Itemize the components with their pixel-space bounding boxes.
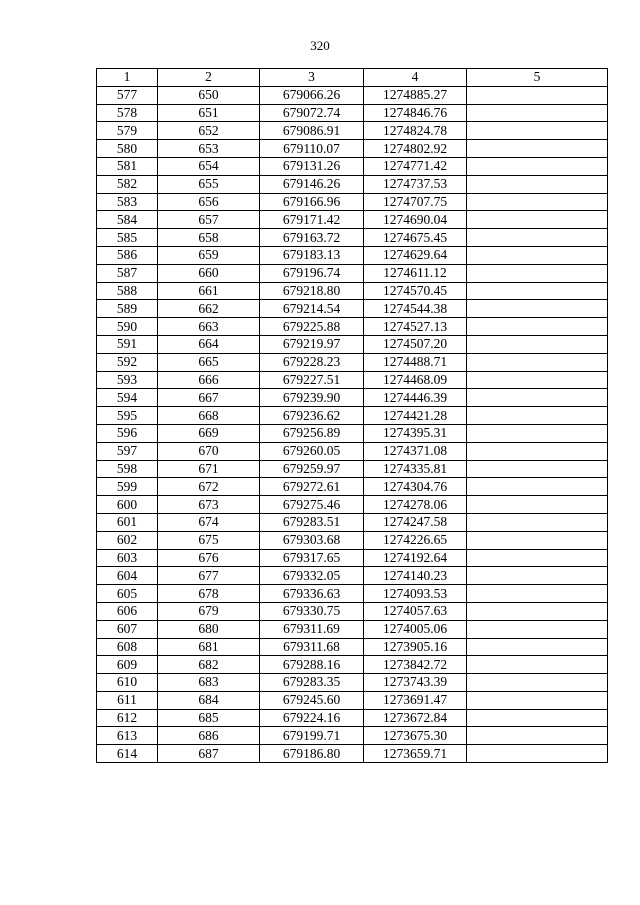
table-cell: 679227.51 (260, 371, 364, 389)
table-cell: 679303.68 (260, 531, 364, 549)
table-cell: 679330.75 (260, 602, 364, 620)
table-cell: 583 (97, 193, 158, 211)
table-cell: 685 (158, 709, 260, 727)
table-cell: 676 (158, 549, 260, 567)
table-cell: 656 (158, 193, 260, 211)
table-cell: 578 (97, 104, 158, 122)
table-cell: 1274737.53 (364, 175, 467, 193)
table-cell: 591 (97, 335, 158, 353)
table-cell: 609 (97, 656, 158, 674)
table-cell: 663 (158, 318, 260, 336)
table-cell: 580 (97, 140, 158, 158)
table-cell (467, 246, 608, 264)
table-cell: 1274629.64 (364, 246, 467, 264)
table-cell: 660 (158, 264, 260, 282)
table-cell: 665 (158, 353, 260, 371)
table-cell: 679214.54 (260, 300, 364, 318)
table-cell: 679086.91 (260, 122, 364, 140)
column-header: 3 (260, 69, 364, 87)
table-cell: 661 (158, 282, 260, 300)
table-row (97, 300, 608, 318)
column-header: 2 (158, 69, 260, 87)
table-cell: 610 (97, 674, 158, 692)
table-cell: 1273743.39 (364, 674, 467, 692)
table-cell: 679275.46 (260, 496, 364, 514)
table-row (97, 513, 608, 531)
table-cell: 667 (158, 389, 260, 407)
table-cell: 604 (97, 567, 158, 585)
table-cell (467, 300, 608, 318)
table-cell (467, 371, 608, 389)
table-body (97, 86, 608, 762)
table-cell: 589 (97, 300, 158, 318)
table-cell (467, 513, 608, 531)
table-cell (467, 86, 608, 104)
table-cell: 684 (158, 691, 260, 709)
table-cell: 671 (158, 460, 260, 478)
table-cell: 679259.97 (260, 460, 364, 478)
table-cell: 1274304.76 (364, 478, 467, 496)
table-cell (467, 264, 608, 282)
table-cell (467, 140, 608, 158)
table-row (97, 157, 608, 175)
table-cell: 1274468.09 (364, 371, 467, 389)
table-cell (467, 104, 608, 122)
table-cell: 1274488.71 (364, 353, 467, 371)
coordinates-table (96, 68, 608, 763)
table-row (97, 727, 608, 745)
table-cell (467, 691, 608, 709)
table-row (97, 211, 608, 229)
table-cell: 588 (97, 282, 158, 300)
table-cell (467, 585, 608, 603)
table-cell: 679260.05 (260, 442, 364, 460)
table-cell: 1274611.12 (364, 264, 467, 282)
table-cell: 1274824.78 (364, 122, 467, 140)
table-cell: 679183.13 (260, 246, 364, 264)
table-row (97, 371, 608, 389)
table-cell (467, 656, 608, 674)
table-cell: 606 (97, 602, 158, 620)
table-cell: 1273659.71 (364, 745, 467, 763)
table-cell: 679 (158, 602, 260, 620)
table-cell: 655 (158, 175, 260, 193)
table-cell (467, 709, 608, 727)
table-cell: 601 (97, 513, 158, 531)
table-cell (467, 229, 608, 247)
table-cell: 659 (158, 246, 260, 264)
table-cell: 586 (97, 246, 158, 264)
table-cell: 1274421.28 (364, 407, 467, 425)
table-row (97, 318, 608, 336)
table-cell (467, 478, 608, 496)
table-cell: 666 (158, 371, 260, 389)
table-cell: 1273905.16 (364, 638, 467, 656)
table-row (97, 264, 608, 282)
table-row (97, 122, 608, 140)
table-cell (467, 531, 608, 549)
table-row (97, 353, 608, 371)
table-cell: 1274395.31 (364, 424, 467, 442)
table-row (97, 549, 608, 567)
table-cell: 1274371.08 (364, 442, 467, 460)
column-header: 5 (467, 69, 608, 87)
table-row (97, 140, 608, 158)
table-cell: 585 (97, 229, 158, 247)
table-row (97, 407, 608, 425)
table-cell (467, 211, 608, 229)
table-cell: 597 (97, 442, 158, 460)
table-cell: 672 (158, 478, 260, 496)
table-cell: 593 (97, 371, 158, 389)
table-row (97, 229, 608, 247)
table-cell: 677 (158, 567, 260, 585)
table-cell: 650 (158, 86, 260, 104)
table-cell (467, 353, 608, 371)
table-cell: 679224.16 (260, 709, 364, 727)
table-cell: 602 (97, 531, 158, 549)
table-cell: 598 (97, 460, 158, 478)
table-cell: 679163.72 (260, 229, 364, 247)
table-cell: 654 (158, 157, 260, 175)
column-header: 1 (97, 69, 158, 87)
table-cell: 599 (97, 478, 158, 496)
table-cell: 581 (97, 157, 158, 175)
table-cell (467, 638, 608, 656)
table-cell (467, 460, 608, 478)
table-row (97, 656, 608, 674)
table-cell: 653 (158, 140, 260, 158)
table-cell: 611 (97, 691, 158, 709)
table-cell: 679066.26 (260, 86, 364, 104)
table-row (97, 389, 608, 407)
table-cell: 679171.42 (260, 211, 364, 229)
table-cell: 1274802.92 (364, 140, 467, 158)
table-cell (467, 389, 608, 407)
table-cell: 1273842.72 (364, 656, 467, 674)
table-cell: 657 (158, 211, 260, 229)
table-cell: 679225.88 (260, 318, 364, 336)
table-cell: 577 (97, 86, 158, 104)
table-cell (467, 496, 608, 514)
page-number: 320 (310, 38, 330, 53)
table-cell: 607 (97, 620, 158, 638)
table-row (97, 691, 608, 709)
table-cell (467, 335, 608, 353)
table-cell (467, 620, 608, 638)
table-cell: 679146.26 (260, 175, 364, 193)
table-row (97, 531, 608, 549)
table-cell: 605 (97, 585, 158, 603)
table-cell: 1274690.04 (364, 211, 467, 229)
table-row (97, 745, 608, 763)
table-cell: 1274570.45 (364, 282, 467, 300)
table-cell: 679332.05 (260, 567, 364, 585)
table-header-row (97, 69, 608, 87)
table-cell: 679196.74 (260, 264, 364, 282)
column-header: 4 (364, 69, 467, 87)
table-cell: 679131.26 (260, 157, 364, 175)
table-cell: 1273675.30 (364, 727, 467, 745)
table-cell: 679199.71 (260, 727, 364, 745)
table-cell: 612 (97, 709, 158, 727)
table-cell: 674 (158, 513, 260, 531)
table-cell: 579 (97, 122, 158, 140)
table-cell: 679256.89 (260, 424, 364, 442)
table-row (97, 709, 608, 727)
table-cell: 687 (158, 745, 260, 763)
table-cell: 679218.80 (260, 282, 364, 300)
table-row (97, 602, 608, 620)
table-cell: 679283.35 (260, 674, 364, 692)
table-cell: 669 (158, 424, 260, 442)
table-cell: 678 (158, 585, 260, 603)
table-cell: 1274335.81 (364, 460, 467, 478)
table-cell: 1274192.64 (364, 549, 467, 567)
table-cell: 664 (158, 335, 260, 353)
table-cell (467, 157, 608, 175)
table-row (97, 567, 608, 585)
table-cell (467, 407, 608, 425)
table-cell (467, 424, 608, 442)
table-cell (467, 727, 608, 745)
table-cell: 590 (97, 318, 158, 336)
table-cell: 594 (97, 389, 158, 407)
table-row (97, 86, 608, 104)
table-cell: 1274527.13 (364, 318, 467, 336)
table-cell: 679245.60 (260, 691, 364, 709)
table-cell: 679311.69 (260, 620, 364, 638)
table-cell: 1274544.38 (364, 300, 467, 318)
table-cell: 1274675.45 (364, 229, 467, 247)
table-row (97, 175, 608, 193)
table-cell: 681 (158, 638, 260, 656)
table-cell: 680 (158, 620, 260, 638)
table-cell: 603 (97, 549, 158, 567)
table-row (97, 335, 608, 353)
table-cell (467, 175, 608, 193)
table-cell: 1274093.53 (364, 585, 467, 603)
table-cell: 670 (158, 442, 260, 460)
table-cell: 679072.74 (260, 104, 364, 122)
table-cell: 679110.07 (260, 140, 364, 158)
table-cell: 1274771.42 (364, 157, 467, 175)
table-cell: 679283.51 (260, 513, 364, 531)
table-cell: 673 (158, 496, 260, 514)
table-cell (467, 442, 608, 460)
table-cell (467, 282, 608, 300)
table-cell: 1274247.58 (364, 513, 467, 531)
table-cell: 679239.90 (260, 389, 364, 407)
table-cell: 679228.23 (260, 353, 364, 371)
table-cell: 1274507.20 (364, 335, 467, 353)
table-row (97, 442, 608, 460)
table-cell: 1274226.65 (364, 531, 467, 549)
table-cell (467, 549, 608, 567)
table-cell: 679272.61 (260, 478, 364, 496)
table-cell: 651 (158, 104, 260, 122)
table-row (97, 424, 608, 442)
table-cell: 582 (97, 175, 158, 193)
table-cell: 614 (97, 745, 158, 763)
table-cell: 658 (158, 229, 260, 247)
table-cell: 679288.16 (260, 656, 364, 674)
table-cell: 679336.63 (260, 585, 364, 603)
table-cell (467, 674, 608, 692)
table-cell: 1273672.84 (364, 709, 467, 727)
table-cell (467, 318, 608, 336)
table-row (97, 460, 608, 478)
table-cell: 596 (97, 424, 158, 442)
table-cell: 1274278.06 (364, 496, 467, 514)
table-row (97, 282, 608, 300)
table-cell (467, 193, 608, 211)
table-cell (467, 602, 608, 620)
table-cell: 652 (158, 122, 260, 140)
table-cell: 668 (158, 407, 260, 425)
table-row (97, 104, 608, 122)
table-cell: 679236.62 (260, 407, 364, 425)
table-cell: 584 (97, 211, 158, 229)
table-row (97, 478, 608, 496)
table-cell (467, 122, 608, 140)
table-cell (467, 567, 608, 585)
table-cell: 1274885.27 (364, 86, 467, 104)
table-cell (467, 745, 608, 763)
table-cell: 1274140.23 (364, 567, 467, 585)
table-row (97, 620, 608, 638)
table-cell: 682 (158, 656, 260, 674)
table-cell: 1274846.76 (364, 104, 467, 122)
table-cell: 679317.65 (260, 549, 364, 567)
table-cell: 592 (97, 353, 158, 371)
table-cell: 679311.68 (260, 638, 364, 656)
table-cell: 679219.97 (260, 335, 364, 353)
table-cell: 608 (97, 638, 158, 656)
table-cell: 600 (97, 496, 158, 514)
table-row (97, 496, 608, 514)
table-cell: 679166.96 (260, 193, 364, 211)
table-row (97, 585, 608, 603)
table-cell: 675 (158, 531, 260, 549)
table-row (97, 193, 608, 211)
table-cell: 683 (158, 674, 260, 692)
table-cell: 1274446.39 (364, 389, 467, 407)
table-cell: 613 (97, 727, 158, 745)
table-cell: 1274707.75 (364, 193, 467, 211)
table-cell: 679186.80 (260, 745, 364, 763)
table-row (97, 246, 608, 264)
table-cell: 662 (158, 300, 260, 318)
table-cell: 1273691.47 (364, 691, 467, 709)
table-cell: 595 (97, 407, 158, 425)
table-cell: 1274005.06 (364, 620, 467, 638)
table-cell: 686 (158, 727, 260, 745)
table-cell: 1274057.63 (364, 602, 467, 620)
table-row (97, 674, 608, 692)
table-cell: 587 (97, 264, 158, 282)
table-row (97, 638, 608, 656)
